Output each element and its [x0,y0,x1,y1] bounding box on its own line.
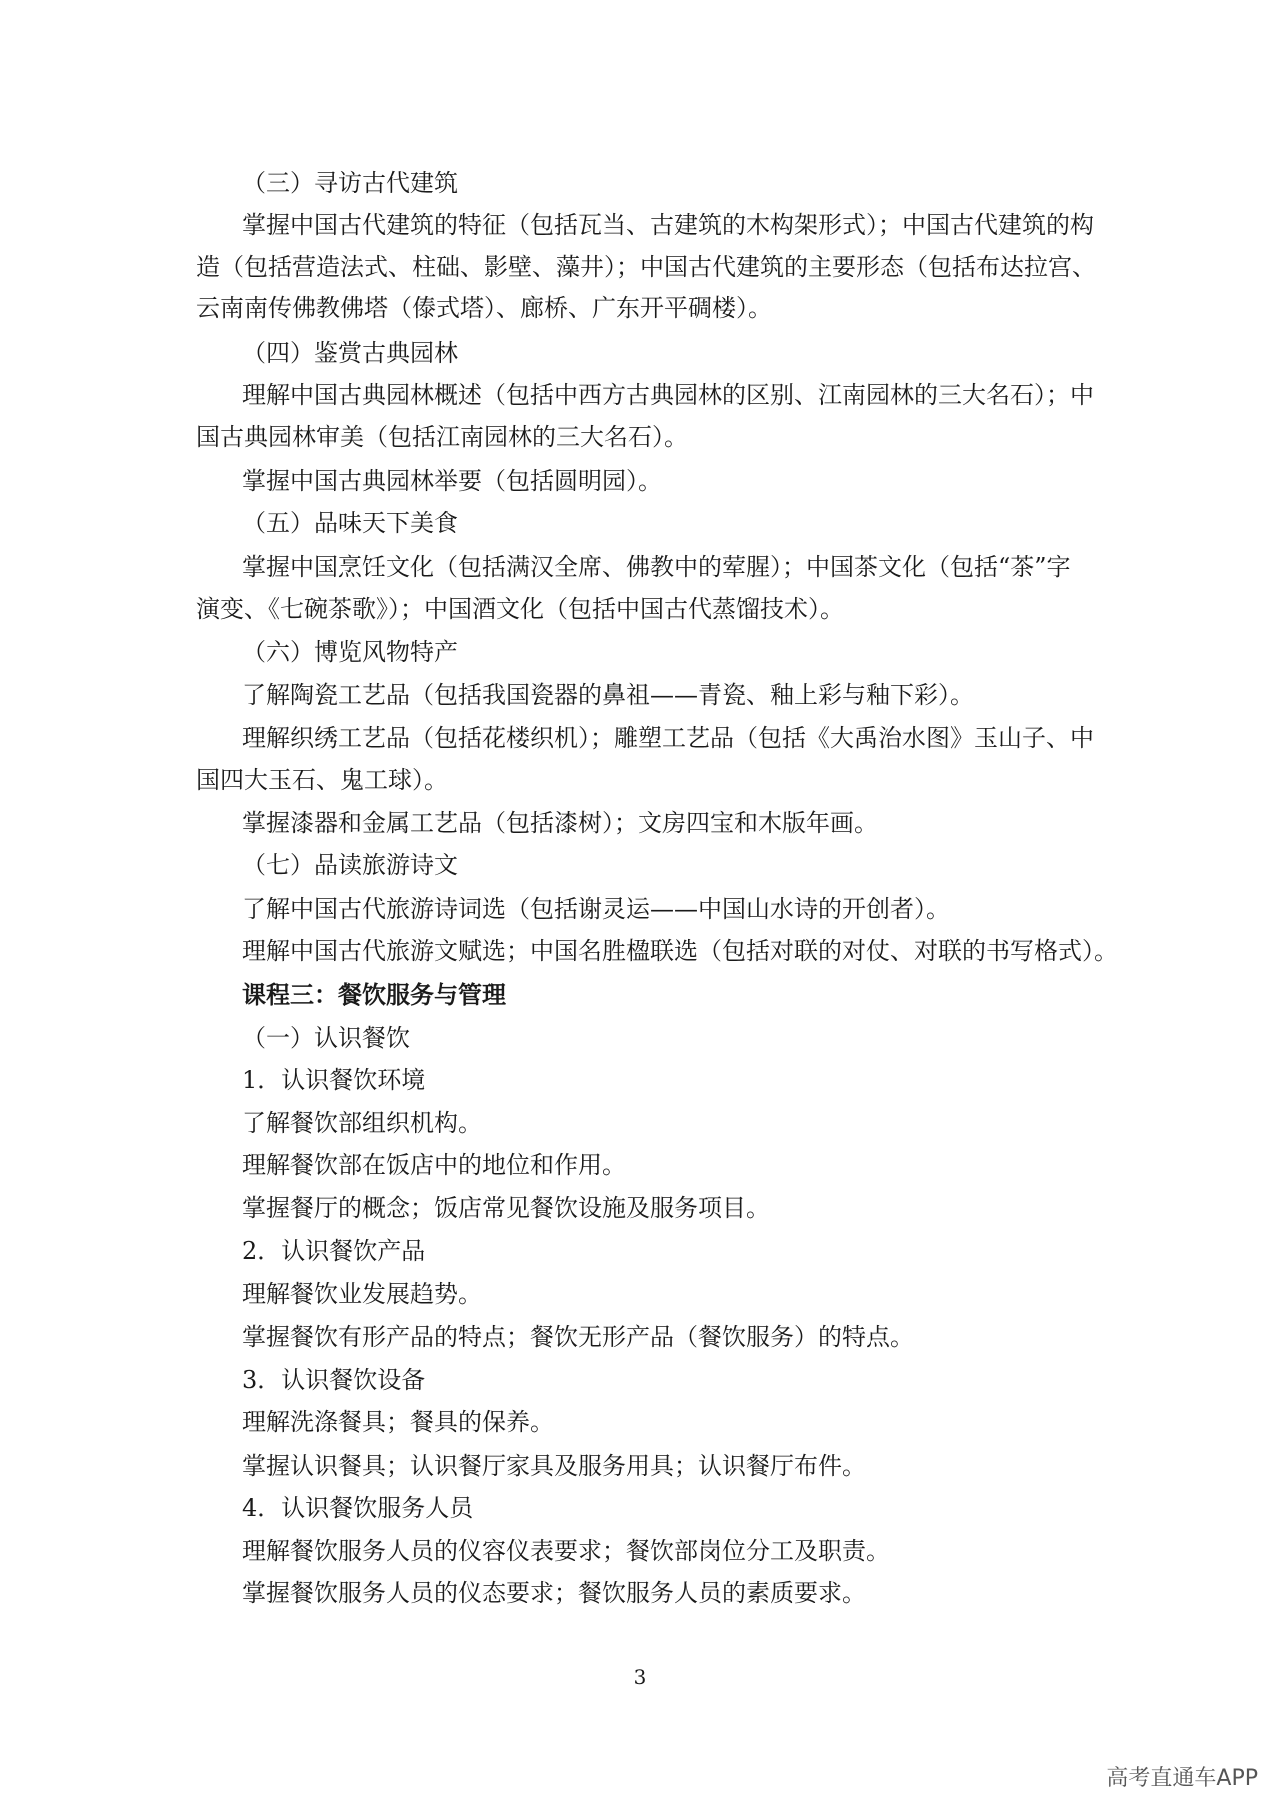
paragraph-line: 理解餐饮业发展趋势。 [242,1280,482,1308]
section-heading: （四）鉴赏古典园林 [242,339,458,367]
subsection-heading: 4．认识餐饮服务人员 [242,1494,474,1522]
subsection-heading: 2．认识餐饮产品 [242,1237,426,1265]
paragraph-line: 掌握中国古代建筑的特征（包括瓦当、古建筑的木构架形式）；中国古代建筑的构 [242,211,1094,239]
paragraph-line: 理解餐饮部在饭店中的地位和作用。 [242,1151,626,1179]
paragraph-line: 国古典园林审美（包括江南园林的三大名石）。 [196,423,688,451]
paragraph-line: 掌握餐厅的概念；饭店常见餐饮设施及服务项目。 [242,1194,770,1222]
paragraph-line: 了解陶瓷工艺品（包括我国瓷器的鼻祖——青瓷、釉上彩与釉下彩）。 [242,681,974,709]
paragraph-line: 造（包括营造法式、柱础、影壁、藻井）；中国古代建筑的主要形态（包括布达拉宫、 [196,253,1096,281]
page-number: 3 [633,1665,647,1689]
paragraph-line: 国四大玉石、鬼工球）。 [196,766,448,794]
section-heading: （七）品读旅游诗文 [242,851,458,879]
subsection-heading: 1．认识餐饮环境 [242,1066,426,1094]
watermark-text: 高考直通车APP [1106,1766,1258,1791]
paragraph-line: 掌握漆器和金属工艺品（包括漆树）；文房四宝和木版年画。 [242,809,878,837]
paragraph-line: 掌握中国古典园林举要（包括圆明园）。 [242,467,662,495]
paragraph-line: 理解洗涤餐具；餐具的保养。 [242,1408,554,1436]
paragraph-line: 掌握餐饮服务人员的仪态要求；餐饮服务人员的素质要求。 [242,1579,866,1607]
paragraph-line: 了解餐饮部组织机构。 [242,1109,482,1137]
section-heading: （三）寻访古代建筑 [242,169,458,197]
paragraph-line: 掌握认识餐具；认识餐厅家具及服务用具；认识餐厅布件。 [242,1452,866,1480]
subsection-heading: 3．认识餐饮设备 [242,1366,426,1394]
section-heading: （一）认识餐饮 [242,1024,410,1052]
paragraph-line: 理解中国古典园林概述（包括中西方古典园林的区别、江南园林的三大名石）；中 [242,381,1094,409]
section-heading: （六）博览风物特产 [242,638,458,666]
paragraph-line: 理解中国古代旅游文赋选；中国名胜楹联选（包括对联的对仗、对联的书写格式）。 [242,937,1118,965]
paragraph-line: 了解中国古代旅游诗词选（包括谢灵运——中国山水诗的开创者）。 [242,895,950,923]
paragraph-line: 掌握中国烹饪文化（包括满汉全席、佛教中的荤腥）；中国茶文化（包括“茶”字 [242,553,1071,581]
paragraph-line: 理解餐饮服务人员的仪容仪表要求；餐饮部岗位分工及职责。 [242,1537,890,1565]
paragraph-line: 理解织绣工艺品（包括花楼织机）；雕塑工艺品（包括《大禹治水图》玉山子、中 [242,724,1094,752]
section-heading: （五）品味天下美食 [242,509,458,537]
paragraph-line: 掌握餐饮有形产品的特点；餐饮无形产品（餐饮服务）的特点。 [242,1323,914,1351]
paragraph-line: 演变、《七碗茶歌》）；中国酒文化（包括中国古代蒸馏技术）。 [196,595,844,623]
course-heading: 课程三：餐饮服务与管理 [242,980,506,1009]
paragraph-line: 云南南传佛教佛塔（傣式塔）、廊桥、广东开平碉楼）。 [196,294,772,322]
